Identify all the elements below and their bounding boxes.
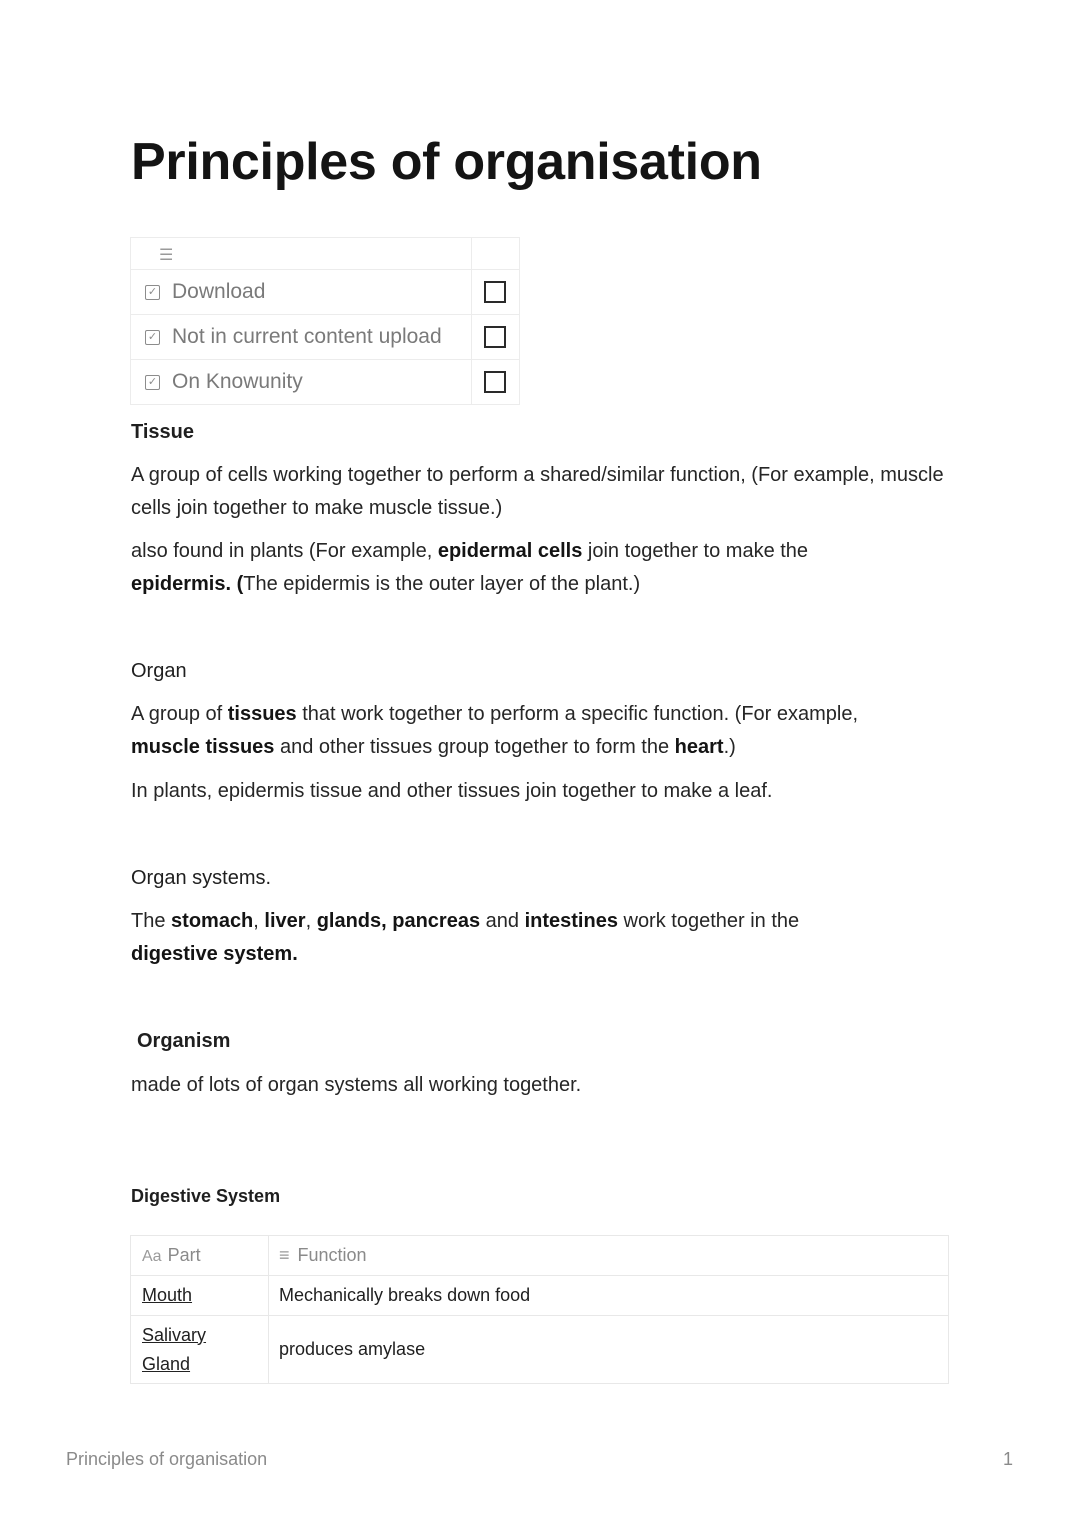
checkbox-property-icon: ✓ bbox=[145, 285, 160, 300]
tissue-paragraph-1: A group of cells working together to perform a shared/similar function, (For example, muscle cells join together to make muscle tissue.) bbox=[131, 464, 944, 519]
tissue-heading: Tissue bbox=[131, 421, 194, 443]
title-property-icon: Aa bbox=[142, 1248, 162, 1265]
organ-paragraph-2: In plants, epidermis tissue and other tissues join together to make a leaf. bbox=[131, 780, 773, 802]
part-link-mouth[interactable]: Mouth bbox=[142, 1285, 193, 1305]
property-row-on-knowunity bbox=[131, 360, 520, 405]
checkbox-property-icon: ✓ bbox=[145, 330, 160, 345]
digestive-table bbox=[130, 1235, 949, 1384]
page-title: Principles of organisation bbox=[131, 133, 762, 191]
property-label: On Knowunity bbox=[172, 370, 303, 393]
table-header-row bbox=[131, 1236, 949, 1276]
table-row bbox=[131, 1316, 949, 1384]
part-link-salivary-gland[interactable]: Salivary Gland bbox=[142, 1324, 207, 1374]
footer-title: Principles of organisation bbox=[66, 1449, 268, 1469]
page-number: 1 bbox=[1003, 1449, 1014, 1469]
digestive-heading: Digestive System bbox=[131, 1186, 281, 1206]
column-header-function[interactable]: ≡ Function bbox=[269, 1236, 949, 1276]
table-row bbox=[131, 1276, 949, 1316]
function-cell: Mechanically breaks down food bbox=[269, 1276, 949, 1316]
on-knowunity-checkbox[interactable] bbox=[484, 371, 506, 393]
property-row-download bbox=[131, 270, 520, 315]
checkbox-property-icon: ✓ bbox=[145, 375, 160, 390]
organism-heading: Organism bbox=[137, 1030, 231, 1052]
property-label: Not in current content upload bbox=[172, 325, 442, 348]
property-label: Download bbox=[172, 280, 266, 303]
download-checkbox[interactable] bbox=[484, 281, 506, 303]
organ-heading: Organ bbox=[131, 660, 187, 682]
column-header-part[interactable]: Aa Part bbox=[131, 1236, 269, 1276]
organ-paragraph-1: A group of tissues that work together to perform a specific function. (For example, muscle tissues and other tissues group together to form the heart.) bbox=[131, 703, 859, 758]
organ-systems-heading: Organ systems. bbox=[131, 867, 272, 889]
text-property-icon: ≡ bbox=[279, 1245, 290, 1265]
function-cell: produces amylase bbox=[269, 1316, 949, 1384]
property-row-not-in-upload bbox=[131, 315, 520, 360]
list-icon: ☰ bbox=[159, 246, 174, 264]
tissue-paragraph-2: also found in plants (For example, epidermal cells join together to make the epidermis. (The epidermis is the outer layer of the plant.) bbox=[131, 540, 809, 595]
organ-systems-paragraph: The stomach, liver, glands, pancreas and intestines work together in the digestive system. bbox=[131, 910, 800, 965]
properties-table bbox=[130, 237, 520, 405]
organism-paragraph: made of lots of organ systems all working together. bbox=[131, 1074, 582, 1096]
not-in-upload-checkbox[interactable] bbox=[484, 326, 506, 348]
